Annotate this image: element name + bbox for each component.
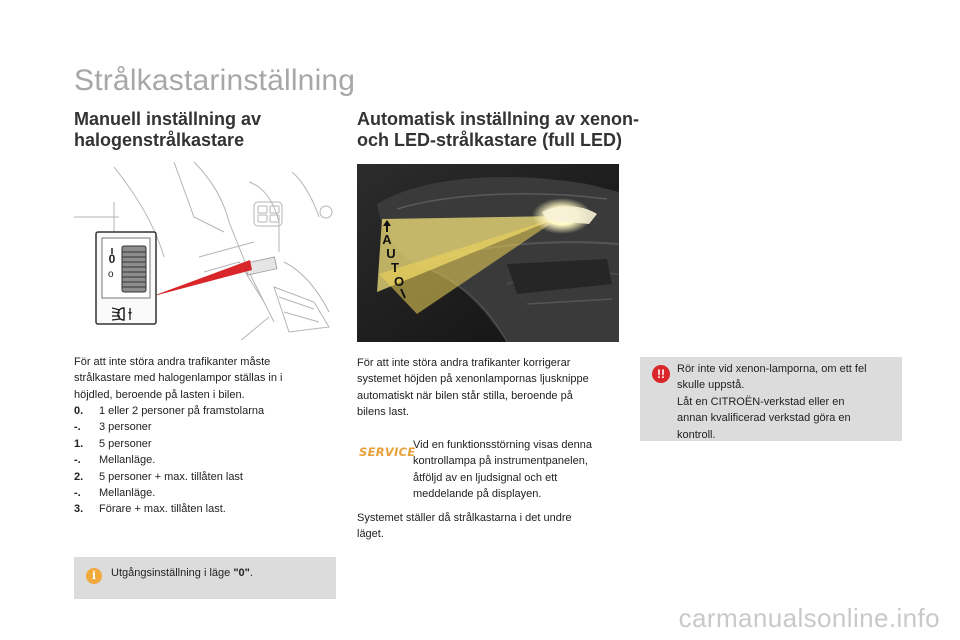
warning-box [640,357,902,441]
service-text-line: åtföljd av en ljudsignal och ett [413,471,558,484]
height-adjust-thumbwheel [122,246,146,292]
warning-text [677,361,897,443]
legend-text: 5 personer [99,437,152,450]
warning-icon: !! [652,365,670,383]
legend-key: 3. [74,503,84,516]
warning-line: kontroll. [677,428,716,441]
legend-row [74,403,344,419]
manual-heading-line2: halogenstrålkastare [74,130,245,150]
dashboard-dial-illustration [74,162,336,340]
auto-heading-line1: Automatisk inställning av xenon- [357,109,640,129]
auto-section-heading [357,109,677,151]
auto-heading-line2: och LED-strålkastare (full LED) [357,130,623,150]
warning-line: skulle uppstå. [677,379,745,392]
service-text [413,437,633,503]
watermark[interactable]: carmanualsonline.info [678,603,940,633]
legend-key: 2. [74,470,84,483]
legend-key: -. [74,454,81,467]
auto-letter-t: T [391,260,399,275]
car-beam-illustration [357,164,619,342]
legend-row [74,485,344,501]
page-title: Strålkastarinställning [74,64,356,97]
legend-row [74,469,344,485]
legend-text: Förare + max. tillåten last. [99,503,226,516]
legend-row [74,436,344,452]
legend-row [74,501,344,517]
manual-heading-line1: Manuell inställning av [74,109,262,129]
service-warning-icon: SERVICE [359,445,416,459]
auto-intro-line: bilens last. [357,406,409,419]
legend-text: Mellanläge. [99,487,156,500]
legend-text: 5 personer + max. tillåten last [99,470,243,483]
load-position-legend [74,403,344,518]
auto-letter-u: U [386,246,396,261]
dial-mark: o [108,269,114,280]
auto-intro-line: För att inte störa andra trafikanter korrigerar [357,357,571,369]
system-fallback-text [357,510,632,543]
legend-key: 1. [74,437,84,450]
legend-text: 3 personer [99,421,152,434]
info-value: "0" [233,567,250,579]
legend-row [74,452,344,468]
info-prefix: Utgångsinställning i läge [111,567,234,579]
service-text-line: Vid en funktionsstörning visas denna [413,439,592,451]
service-text-line: meddelande på displayen. [413,488,542,501]
info-box [74,557,336,599]
manual-intro-line: För att inte störa andra trafikanter måste [74,356,271,368]
auto-intro-text [357,355,632,421]
info-suffix: . [249,567,253,579]
legend-text: Mellanläge. [99,454,156,467]
legend-key: 0. [74,405,84,417]
legend-text: 1 eller 2 personer på framstolarna [99,405,265,417]
warning-line: Rör inte vid xenon-lamporna, om ett fel [677,363,867,375]
warning-line: Låt en CITROËN-verkstad eller en [677,395,845,408]
legend-key: -. [74,487,81,500]
auto-letter-o: O [393,274,405,289]
red-pointer-arrow [150,260,252,297]
auto-intro-line: systemet höjden på xenonlampornas ljusknippe [357,373,589,386]
fallback-text-line: läget. [357,528,384,541]
info-text [111,565,253,581]
dial-label-zero: 0 [108,252,116,266]
manual-intro-line: höjdled, beroende på lasten i bilen. [74,388,245,401]
legend-key: -. [74,421,81,434]
fallback-text-line: Systemet ställer då strålkastarna i det undre [357,512,572,524]
manual-intro-text [74,354,344,403]
auto-letter-a: A [382,232,392,247]
legend-row [74,419,344,435]
manual-section-heading [74,109,334,151]
warning-line: annan kvalificerad verkstad göra en [677,412,851,425]
service-text-line: kontrollampa på instrumentpanelen, [413,455,588,468]
info-icon: i [86,568,102,584]
auto-intro-line: automatiskt när bilen står stilla, beroende på [357,389,573,402]
manual-intro-line: strålkastare med halogenlampor ställas in i [74,372,283,385]
